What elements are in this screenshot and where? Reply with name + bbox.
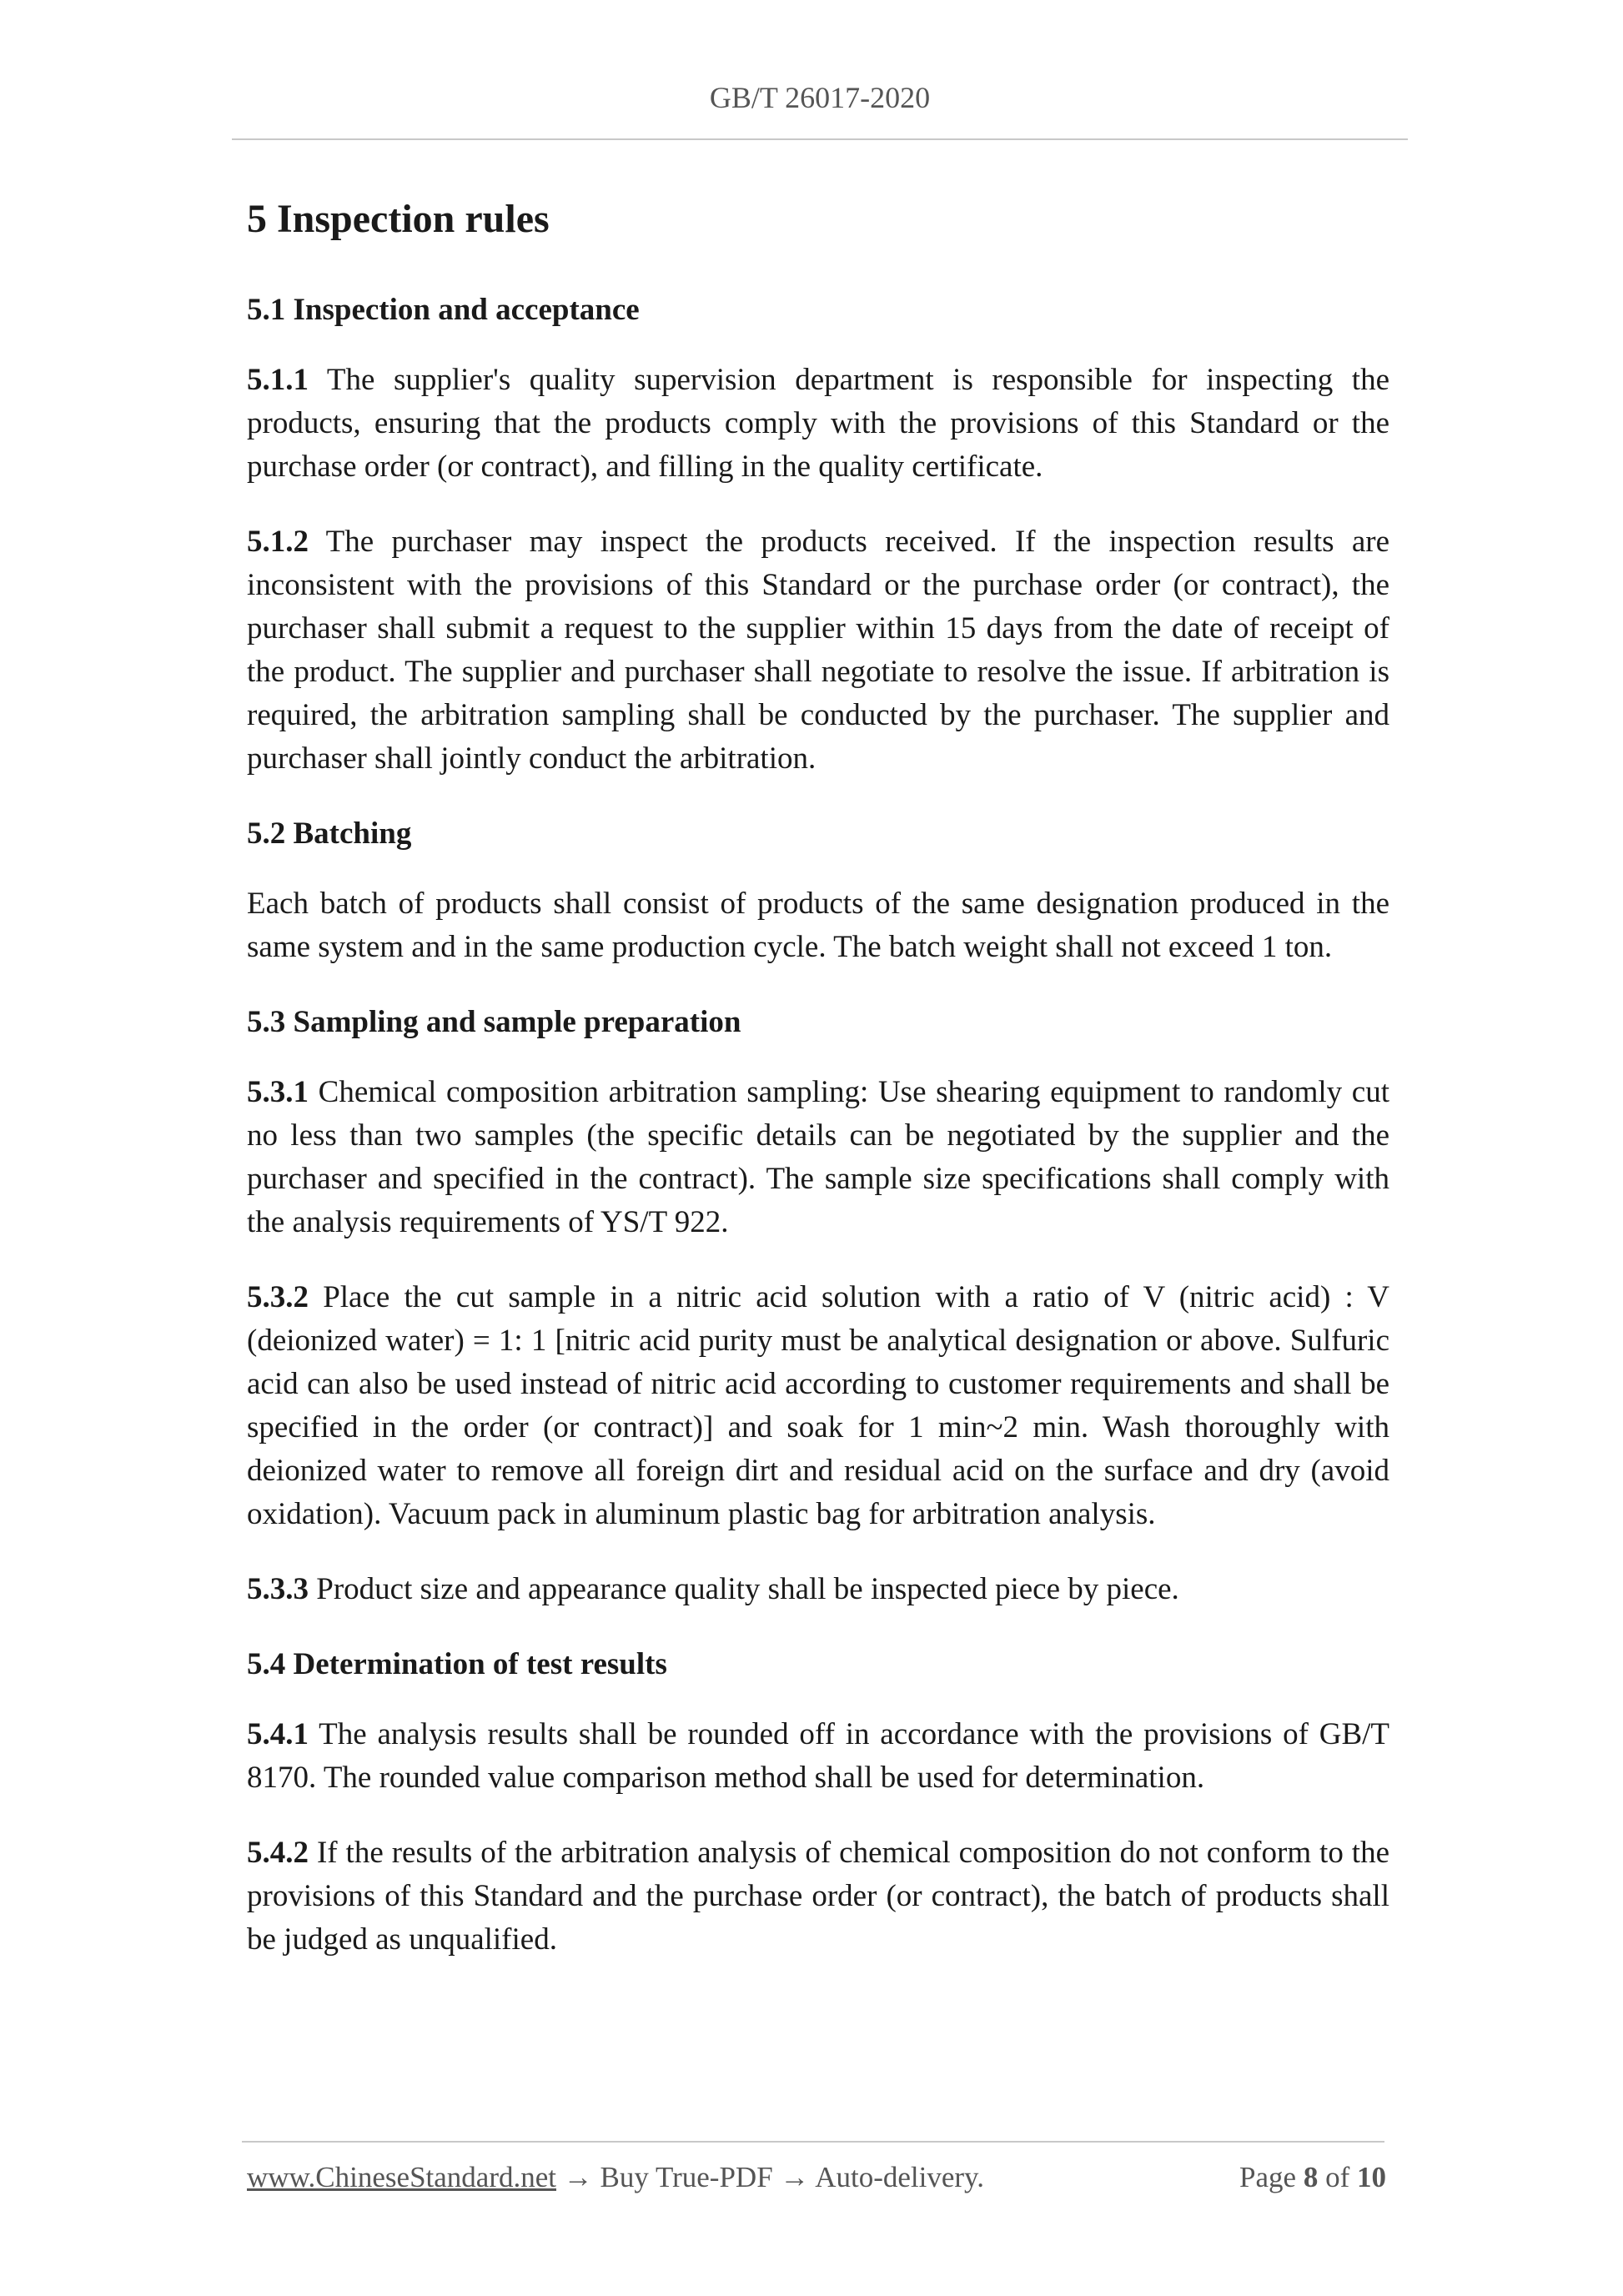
clause-number: 5.3.3 [247, 1572, 309, 1606]
clause-number: 5.1.2 [247, 525, 309, 559]
page-label: Page [1239, 2161, 1304, 2193]
clause-5-3-3 [247, 1568, 1389, 1611]
page-of: of [1318, 2161, 1357, 2193]
subsection-title-5-3: 5.3 Sampling and sample preparation [247, 1005, 741, 1039]
clause-text: The supplier's quality supervision department is responsible for inspecting the products, ensuring that the products comply with the provisions of this Standard or the purchase order (or contract), and filling in the quality certificate. [247, 363, 1389, 484]
clause-number: 5.1.1 [247, 363, 309, 397]
clause-5-2-text: Each batch of products shall consist of products of the same designation produced in the same system and in the same production cycle. The batch weight shall not exceed 1 ton. [247, 887, 1389, 964]
clause-number: 5.4.2 [247, 1836, 309, 1870]
subsection-title-5-1: 5.1 Inspection and acceptance [247, 293, 640, 327]
document-body [247, 190, 1389, 1993]
document-header-id: GB/T 26017-2020 [709, 81, 931, 114]
clause-number: 5.3.1 [247, 1075, 309, 1109]
clause-text: Chemical composition arbitration sampling: Use shearing equipment to randomly cut no less than two samples (the specific details can be negotiated by the supplier and the purchaser and specified in the contract). The sample size specifications shall comply with the analysis requirements of YS/T 922. [247, 1075, 1389, 1239]
footer-divider [242, 2141, 1384, 2143]
clause-number: 5.3.2 [247, 1280, 309, 1314]
page-total: 10 [1357, 2161, 1386, 2193]
subsection-title-5-4: 5.4 Determination of test results [247, 1647, 667, 1681]
clause-text: The purchaser may inspect the products received. If the inspection results are inconsistent with the provisions of this Standard or the purchase order (or contract), the purchaser shall submit a request to the supplier within 15 days from the date of receipt of the product. The supplier and purchaser shall negotiate to resolve the issue. If arbitration is required, the arbitration sampling shall be conducted by the purchaser. The supplier and purchaser shall jointly conduct the arbitration. [247, 525, 1389, 776]
header-divider [232, 138, 1408, 140]
section-title: 5 Inspection rules [247, 197, 550, 241]
page-number [1239, 2161, 1386, 2194]
clause-5-4-1 [247, 1713, 1389, 1800]
clause-text: If the results of the arbitration analysis of chemical composition do not conform to the provisions of this Standard and the purchase order (or contract), the batch of products shall be judged as unqualified. [247, 1836, 1389, 1957]
promo-text: → Buy True-PDF → Auto-delivery. [556, 2161, 985, 2193]
clause-text: Product size and appearance quality shall be inspected piece by piece. [309, 1572, 1179, 1606]
clause-5-1-2 [247, 520, 1389, 781]
clause-5-3-1 [247, 1071, 1389, 1244]
clause-text: The analysis results shall be rounded off in accordance with the provisions of GB/T 8170. The rounded value comparison method shall be used for determination. [247, 1717, 1389, 1795]
subsection-title-5-2: 5.2 Batching [247, 816, 412, 851]
clause-5-3-2 [247, 1276, 1389, 1536]
clause-number: 5.4.1 [247, 1717, 309, 1751]
clause-5-1-1 [247, 359, 1389, 489]
clause-text: Place the cut sample in a nitric acid solution with a ratio of V (nitric acid) : V (deionized water) = 1: 1 [nitric acid purity must be analytical designation or above. Sulfuric acid can also be used instead of nitric acid according to customer requirements and shall be specified in the order (or contract)] and soak for 1 min~2 min. Wash thoroughly with deionized water to remove all foreign dirt and residual acid on the surface and dry (avoid oxidation). Vacuum pack in aluminum plastic bag for arbitration analysis. [247, 1280, 1389, 1531]
website-link[interactable]: www.ChineseStandard.net [247, 2161, 556, 2193]
page-current: 8 [1303, 2161, 1319, 2193]
clause-5-4-2 [247, 1831, 1389, 1962]
page-footer [247, 2161, 1386, 2194]
footer-promo [247, 2161, 984, 2194]
